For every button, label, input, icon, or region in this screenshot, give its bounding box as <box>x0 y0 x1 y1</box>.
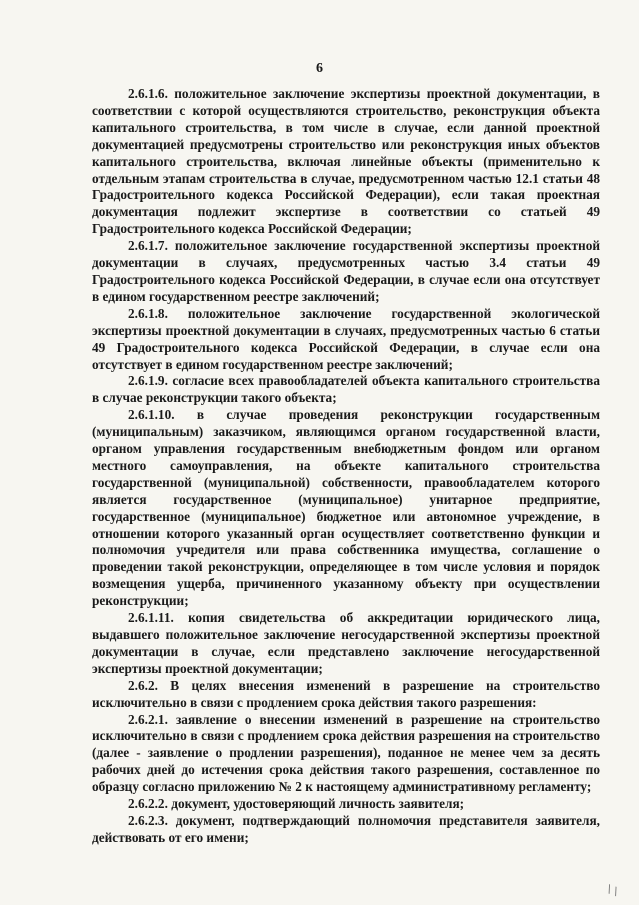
paragraph-2-6-1-6: 2.6.1.6. положительное заключение экспертизы проектной документации, в соответствии с которой осуществляются строительство, реконструкция объекта капитального строительства, в том числе в случае, если данной проектной документацией предусмотрены строительство или реконструкция иных объектов капитального строительства, включая линейные объекты (применительно к отдельным этапам строительства в случае, предусмотренном частью 12.1 статьи 48 Градостроительного кодекса Российской Федерации), если такая проектная документация подлежит экспертизе в соответствии со статьей 49 Градостроительного кодекса Российской Федерации; <box>92 86 600 237</box>
paragraph-2-6-2-2: 2.6.2.2. документ, удостоверяющий личность заявителя; <box>128 796 465 812</box>
paragraph-2-6-2: 2.6.2. В целях внесения изменений в разрешение на строительство исключительно в связи с продлением срока действия такого разрешения: <box>92 677 600 710</box>
scan-corner-mark: ∖∖ <box>603 882 621 900</box>
paragraph-2-6-1-11: 2.6.1.11. копия свидетельства об аккредитации юридического лица, выдавшего положительное заключение негосударственной экспертизы проектной документации в случае, если представлено заключение негосударственной экспертизы проектной документации; <box>92 610 600 676</box>
paragraph-2-6-2-1: 2.6.2.1. заявление о внесении изменений в разрешение на строительство исключительно в связи с продлением срока действия разрешения на строительство (далее - заявление о продлении разрешения), поданное не менее чем за десять рабочих дней до истечения срока действия такого разрешения, составленное по образцу согласно приложению № 2 к настоящему административному регламенту; <box>92 711 600 795</box>
paragraph-2-6-1-7: 2.6.1.7. положительное заключение государственной экспертизы проектной документации в случаях, предусмотренных частью 3.4 статьи 49 Градостроительного кодекса Российской Федерации, в случае если она отсутствует в едином государственном реестре заключений; <box>92 238 600 304</box>
document-body <box>92 86 600 847</box>
paragraph-2-6-1-9: 2.6.1.9. согласие всех правообладателей объекта капитального строительства в случае реконструкции такого объекта; <box>92 373 600 406</box>
page-number: 6 <box>316 61 323 76</box>
paragraph-2-6-1-10: 2.6.1.10. в случае проведения реконструкции государственным (муниципальным) заказчиком, являющимся органом государственной власти, органом управления государственным внебюджетным фондом или органом местного самоуправления, на объекте капитального строительства государственной (муниципальной) собственности, правообладателем которого является государственное (муниципальное) унитарное предприятие, государственное (муниципальное) бюджетное или автономное учреждение, в отношении которого указанный орган осуществляет соответственно функции и полномочия учредителя или права собственника имущества, соглашение о проведении такой реконструкции, определяющее в том числе условия и порядок возмещения ущерба, причиненного указанному объекту при осуществлении реконструкции; <box>92 407 600 609</box>
paragraph-2-6-2-3: 2.6.2.3. документ, подтверждающий полномочия представителя заявителя, действовать от его имени; <box>92 812 600 845</box>
paragraph-2-6-1-8: 2.6.1.8. положительное заключение государственной экологической экспертизы проектной документации в случаях, предусмотренных частью 6 статьи 49 Градостроительного кодекса Российской Федерации, в случае если она отсутствует в едином государственном реестре заключений; <box>92 305 600 372</box>
